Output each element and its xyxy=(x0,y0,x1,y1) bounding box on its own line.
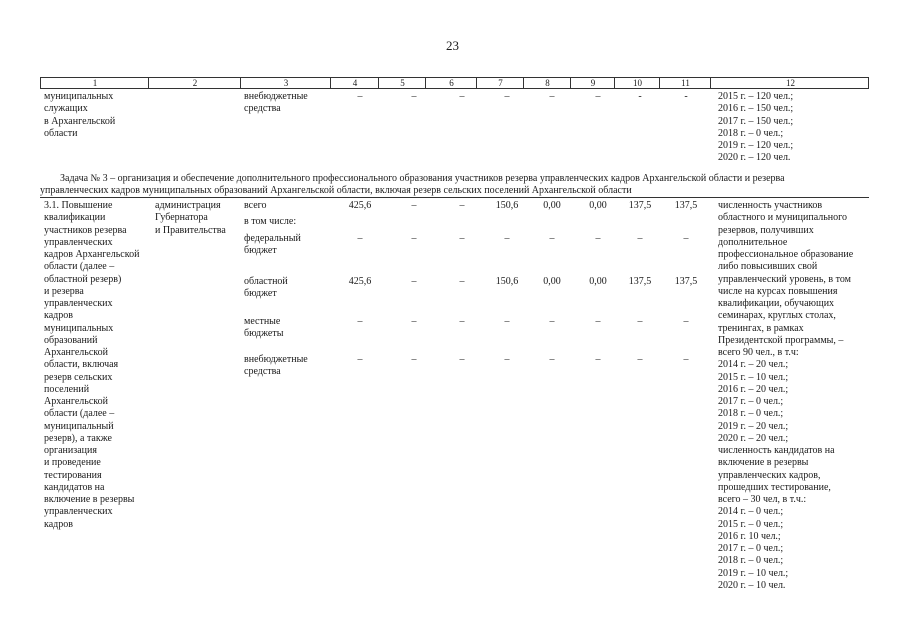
text-line: области (далее – xyxy=(44,408,115,420)
text-line: бюджет xyxy=(244,288,277,300)
funding-value: – xyxy=(411,91,417,102)
text-line: области (далее – xyxy=(44,261,115,273)
header-column-number: 7 xyxy=(498,78,503,88)
funding-value: – xyxy=(357,233,363,244)
text-line: численность кандидатов на xyxy=(718,445,835,456)
text-line: резерв), а также xyxy=(44,432,112,444)
text-line: управленческих кадров, xyxy=(718,469,821,481)
text-line: муниципальный xyxy=(44,420,114,432)
funding-value: - xyxy=(638,91,642,102)
text-line: образований xyxy=(44,334,98,346)
text-line: внебюджетные xyxy=(244,354,308,365)
task-3-heading-line2: управленческих кадров муниципальных образований Архангельской области, включая резерв сельских поселений Архангельской области xyxy=(40,185,632,196)
funding-value: – xyxy=(504,91,510,102)
text-line: семинарах, круглых столах, xyxy=(718,310,836,322)
text-line: кадров xyxy=(44,518,73,530)
funding-value: – xyxy=(459,316,465,327)
text-line: включение в резервы xyxy=(44,494,135,505)
text-line: 2018 г. – 0 чел.; xyxy=(718,408,784,420)
text-line: квалификации, обучающих xyxy=(718,298,835,309)
text-line: включение в резервы xyxy=(718,457,809,469)
funding-value: – xyxy=(411,354,417,365)
funding-value: – xyxy=(595,233,601,244)
text-line: прошедших тестирование, xyxy=(718,481,831,493)
text-line: управленческий уровень, в том xyxy=(718,273,851,285)
text-line: 2017 г. – 0 чел.; xyxy=(718,396,784,407)
text-line: и Правительства xyxy=(155,224,226,236)
text-line: муниципальных xyxy=(44,91,114,102)
text-line: областной xyxy=(244,276,288,287)
funding-value: – xyxy=(683,316,689,327)
text-line: бюджет xyxy=(244,245,277,257)
funding-value: – xyxy=(549,233,555,244)
text-line: 2019 г. – 120 чел.; xyxy=(718,140,794,151)
item-3-1-executor xyxy=(155,200,226,237)
header-column-number: 2 xyxy=(192,78,198,88)
funding-value: – xyxy=(411,316,417,327)
text-line: 2017 г. – 0 чел.; xyxy=(718,543,784,554)
text-line: численность участников xyxy=(718,200,823,211)
funding-value: – xyxy=(357,91,363,102)
text-line: поселений xyxy=(44,383,90,395)
text-line: управленческих xyxy=(44,236,113,248)
text-line: 3.1. Повышение xyxy=(44,200,113,211)
header-column-number: 11 xyxy=(681,78,690,88)
text-line: областной резерв) xyxy=(44,273,122,285)
funding-source-label xyxy=(244,276,288,301)
funding-value: – xyxy=(459,354,465,365)
funding-value: – xyxy=(411,200,417,211)
text-line: и резерва xyxy=(44,285,84,297)
funding-value: 0,00 xyxy=(589,200,607,211)
text-line: тренингах, в рамках xyxy=(718,322,804,334)
text-line: кадров Архангельской xyxy=(44,249,140,260)
text-line: местные xyxy=(244,316,281,327)
funding-value: 137,5 xyxy=(674,200,698,211)
funding-value: – xyxy=(637,354,643,365)
funding-value: 137,5 xyxy=(628,200,652,211)
funding-value: – xyxy=(459,200,465,211)
text-line: 2020 г. – 120 чел. xyxy=(718,152,791,164)
text-line: 2020 г. – 10 чел. xyxy=(718,579,786,591)
text-line: резервов, получивших xyxy=(718,224,814,236)
text-line: Губернатора xyxy=(155,212,208,224)
item-3-1-indicators xyxy=(718,200,853,592)
text-line: управленческих xyxy=(44,298,113,309)
text-line: организация xyxy=(44,445,97,456)
top-col3-text xyxy=(244,91,308,116)
header-column-number: 6 xyxy=(449,78,454,88)
funding-value: - xyxy=(684,91,688,102)
funding-value: – xyxy=(595,354,601,365)
text-line: Архангельской xyxy=(44,347,108,358)
funding-source-label xyxy=(244,216,296,228)
text-line: муниципальных xyxy=(44,322,114,334)
funding-value: – xyxy=(411,276,417,287)
text-line: профессиональное образование xyxy=(718,249,854,260)
header-column-number: 1 xyxy=(92,78,98,88)
funding-source-label xyxy=(244,316,283,341)
funding-value: – xyxy=(504,354,510,365)
text-line: числе на курсах повышения xyxy=(718,285,838,297)
text-line: управленческих xyxy=(44,506,113,518)
task-3-heading-line1: Задача № 3 – организация и обеспечение дополнительного профессионального образования участников резерва управленческих кадров Архангельской области и резерва xyxy=(60,173,785,184)
text-line: Архангельской xyxy=(44,396,108,407)
text-line: всего xyxy=(244,200,267,211)
text-line: средства xyxy=(244,366,281,378)
header-column-number: 8 xyxy=(545,78,550,88)
funding-value: – xyxy=(683,233,689,244)
text-line: средства xyxy=(244,103,281,115)
funding-value: – xyxy=(549,316,555,327)
text-line: 2019 г. – 10 чел.; xyxy=(718,567,789,579)
text-line: бюджеты xyxy=(244,328,284,340)
top-col12-text xyxy=(718,91,793,165)
text-line: администрация xyxy=(155,200,221,211)
header-column-number: 12 xyxy=(786,78,795,88)
text-line: дополнительное xyxy=(718,236,788,248)
text-line: 2016 г. 10 чел.; xyxy=(718,530,781,542)
text-line: 2017 г. – 150 чел.; xyxy=(718,115,794,127)
funding-value: – xyxy=(459,91,465,102)
funding-source-label xyxy=(244,233,301,258)
funding-value: 425,6 xyxy=(348,200,372,211)
header-column-number: 10 xyxy=(633,78,642,88)
table-header-row xyxy=(40,77,869,89)
header-column-number: 4 xyxy=(352,78,358,88)
text-line: 2018 г. – 0 чел.; xyxy=(718,555,784,567)
funding-value: – xyxy=(549,91,555,102)
funding-value: – xyxy=(637,316,643,327)
text-line: квалификации xyxy=(44,212,106,224)
funding-value: – xyxy=(357,354,363,365)
text-line: тестирования xyxy=(44,469,102,481)
funding-value: – xyxy=(595,91,601,102)
header-column-number: 5 xyxy=(400,78,405,88)
text-line: 2015 г. – 10 чел.; xyxy=(718,371,789,383)
funding-source-label xyxy=(244,354,308,379)
text-line: 2014 г. – 0 чел.; xyxy=(718,506,784,518)
text-line: кандидатов на xyxy=(44,481,105,493)
funding-value: – xyxy=(504,316,510,327)
funding-value: – xyxy=(683,354,689,365)
funding-value: – xyxy=(637,233,643,244)
header-column-number: 3 xyxy=(283,78,289,88)
funding-value: – xyxy=(459,276,465,287)
text-line: Президентской программы, – xyxy=(718,334,844,346)
text-line: области, включая xyxy=(44,359,119,371)
text-line: 2018 г. – 0 чел.; xyxy=(718,127,784,139)
text-line: кадров xyxy=(44,310,73,322)
text-line: 2016 г. – 20 чел.; xyxy=(718,383,789,395)
text-line: 2015 г. – 120 чел.; xyxy=(718,91,794,102)
funding-value: 0,00 xyxy=(543,276,561,287)
text-line: 2014 г. – 20 чел.; xyxy=(718,359,789,371)
funding-value: 0,00 xyxy=(543,200,561,211)
funding-value: – xyxy=(459,233,465,244)
funding-value: – xyxy=(357,316,363,327)
funding-value: 150,6 xyxy=(495,200,519,211)
text-line: в том числе: xyxy=(244,216,297,227)
text-line: в Архангельской xyxy=(44,115,116,127)
funding-value: 0,00 xyxy=(589,276,607,287)
header-column-number: 9 xyxy=(590,78,596,88)
text-line: 2016 г. – 150 чел.; xyxy=(718,103,794,115)
text-line: 2020 г. – 20 чел.; xyxy=(718,432,789,444)
text-line: внебюджетные xyxy=(244,91,308,102)
text-line: областного и муниципального xyxy=(718,212,847,224)
item-3-1-description xyxy=(44,200,139,531)
funding-value: – xyxy=(549,354,555,365)
section-divider xyxy=(40,197,869,198)
text-line: области xyxy=(44,127,78,139)
text-line: 2019 г. – 20 чел.; xyxy=(718,420,789,432)
text-line: служащих xyxy=(44,103,88,115)
page-number: 23 xyxy=(446,38,459,53)
funding-value: 425,6 xyxy=(348,276,372,287)
top-col1-text xyxy=(44,91,115,140)
text-line: федеральный xyxy=(244,233,301,244)
text-line: либо повысивших свой xyxy=(718,261,818,273)
funding-value: 137,5 xyxy=(628,276,652,287)
funding-source-label xyxy=(244,200,267,212)
text-line: всего 90 чел., в т.ч: xyxy=(718,347,799,358)
funding-value: – xyxy=(504,233,510,244)
text-line: 2015 г. – 0 чел.; xyxy=(718,518,784,530)
text-line: всего – 30 чел, в т.ч.: xyxy=(718,494,807,505)
funding-value: 150,6 xyxy=(495,276,519,287)
text-line: резерв сельских xyxy=(44,371,113,383)
text-line: и проведение xyxy=(44,457,101,469)
funding-value: – xyxy=(595,316,601,327)
text-line: участников резерва xyxy=(44,224,127,236)
funding-value: 137,5 xyxy=(674,276,698,287)
funding-value: – xyxy=(411,233,417,244)
